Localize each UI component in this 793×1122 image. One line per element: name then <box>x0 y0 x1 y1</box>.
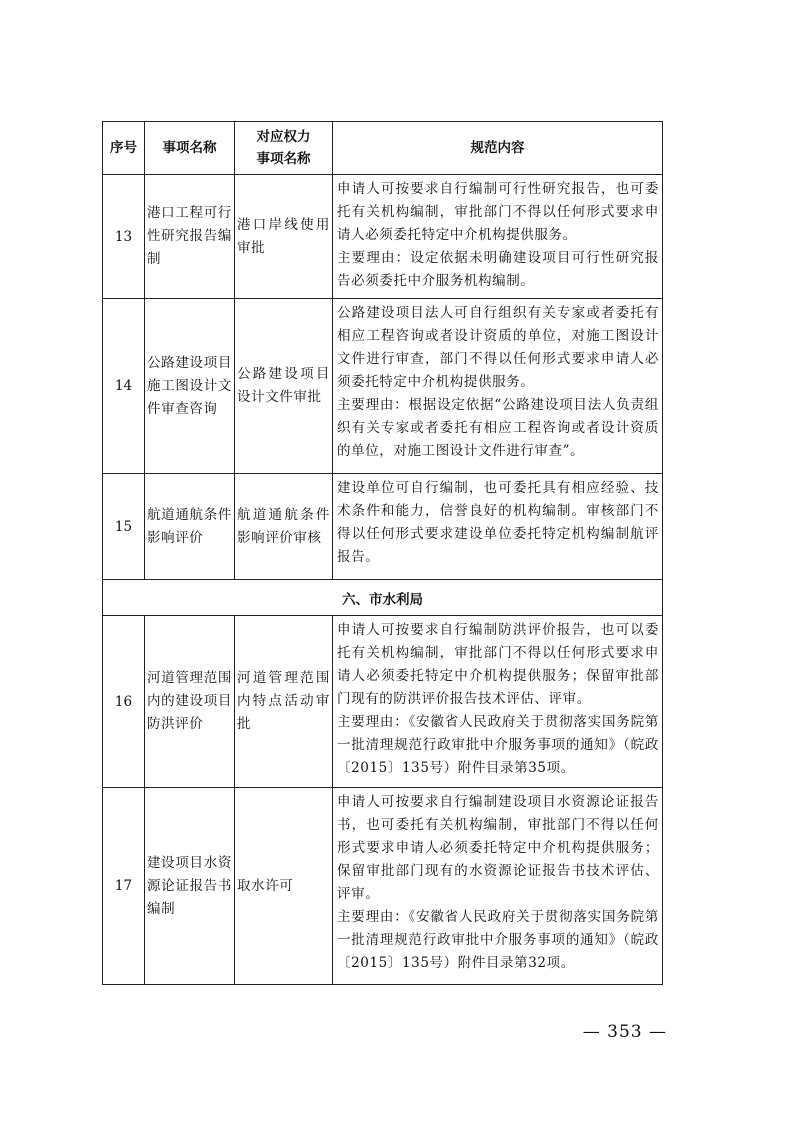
content-text: 申请人可按要求自行编制可行性研究报告，也可委托有关机构编制，审批部门不得以任何形式要求申请人必须委托特定中介机构提供服务。 <box>337 181 659 243</box>
item-name: 港口工程可行性研究报告编制 <box>145 175 235 299</box>
section-title: 六、市水利局 <box>103 580 663 616</box>
regulation-content <box>333 175 663 299</box>
table-row <box>103 616 663 788</box>
header-power-line1: 对应权力 <box>256 129 311 145</box>
item-name: 航道通航条件影响评价 <box>145 474 235 580</box>
power-item-name: 河道管理范围内特点活动审批 <box>235 616 333 788</box>
content-text: 公路建设项目法人可自行组织有关专家或者委托有相应工程咨询或者设计资质的单位，对施工图设计文件进行审查，部门不得以任何形式要求申请人必须委托特定中介机构提供服务。 <box>337 305 659 390</box>
content-text: 建设单位可自行编制，也可委托具有相应经验、技术条件和能力，信誉良好的机构编制。审核部门不得以任何形式要求建设单位委托特定机构编制航评报告。 <box>337 480 659 565</box>
power-item-name: 取水许可 <box>235 788 333 985</box>
regulation-content <box>333 788 663 985</box>
section-row <box>103 580 663 616</box>
header-no: 序号 <box>103 122 145 175</box>
power-item-name: 公路建设项目设计文件审批 <box>235 299 333 474</box>
row-number: 15 <box>103 474 145 580</box>
row-number: 17 <box>103 788 145 985</box>
regulation-content <box>333 616 663 788</box>
item-name: 建设项目水资源论证报告书编制 <box>145 788 235 985</box>
regulation-content <box>333 299 663 474</box>
row-number: 16 <box>103 616 145 788</box>
header-power <box>235 122 333 175</box>
table-header-row <box>103 122 663 175</box>
item-name: 河道管理范围内的建设项目防洪评价 <box>145 616 235 788</box>
table-row <box>103 299 663 474</box>
power-item-name: 航道通航条件影响评价审核 <box>235 474 333 580</box>
page-number: — 353 — <box>582 1022 667 1042</box>
content-text: 申请人可按要求自行编制建设项目水资源论证报告书，也可委托有关机构编制，审批部门不得以任何形式要求申请人必须委托特定中介机构提供服务；保留审批部门现有的水资源论证报告书技术评估、评审。 <box>337 794 659 902</box>
power-item-name: 港口岸线使用审批 <box>235 175 333 299</box>
table-row <box>103 788 663 985</box>
row-number: 14 <box>103 299 145 474</box>
header-power-line2: 事项名称 <box>256 151 311 167</box>
table-row <box>103 175 663 299</box>
table-row <box>103 474 663 580</box>
reason-text: 主要理由：《安徽省人民政府关于贯彻落实国务院第一批清理规范行政审批中介服务事项的通知》（皖政〔2015〕135号）附件目录第32项。 <box>337 909 659 971</box>
reason-text: 主要理由：设定依据未明确建设项目可行性研究报告必须委托中介服务机构编制。 <box>337 250 659 289</box>
item-name: 公路建设项目施工图设计文件审查咨询 <box>145 299 235 474</box>
reason-text: 主要理由：《安徽省人民政府关于贯彻落实国务院第一批清理规范行政审批中介服务事项的通知》（皖政〔2015〕135号）附件目录第35项。 <box>337 714 659 776</box>
row-number: 13 <box>103 175 145 299</box>
regulation-table <box>102 121 663 985</box>
header-name: 事项名称 <box>145 122 235 175</box>
reason-text: 主要理由：根据设定依据“公路建设项目法人负责组织有关专家或者委托有相应工程咨询或者设计资质的单位，对施工图设计文件进行审查”。 <box>337 397 659 459</box>
header-content: 规范内容 <box>333 122 663 175</box>
regulation-content <box>333 474 663 580</box>
content-text: 申请人可按要求自行编制防洪评价报告，也可以委托有关机构编制，审批部门不得以任何形式要求申请人必须委托特定中介机构提供服务；保留审批部门现有的防洪评价报告技术评估、评审。 <box>337 622 659 707</box>
